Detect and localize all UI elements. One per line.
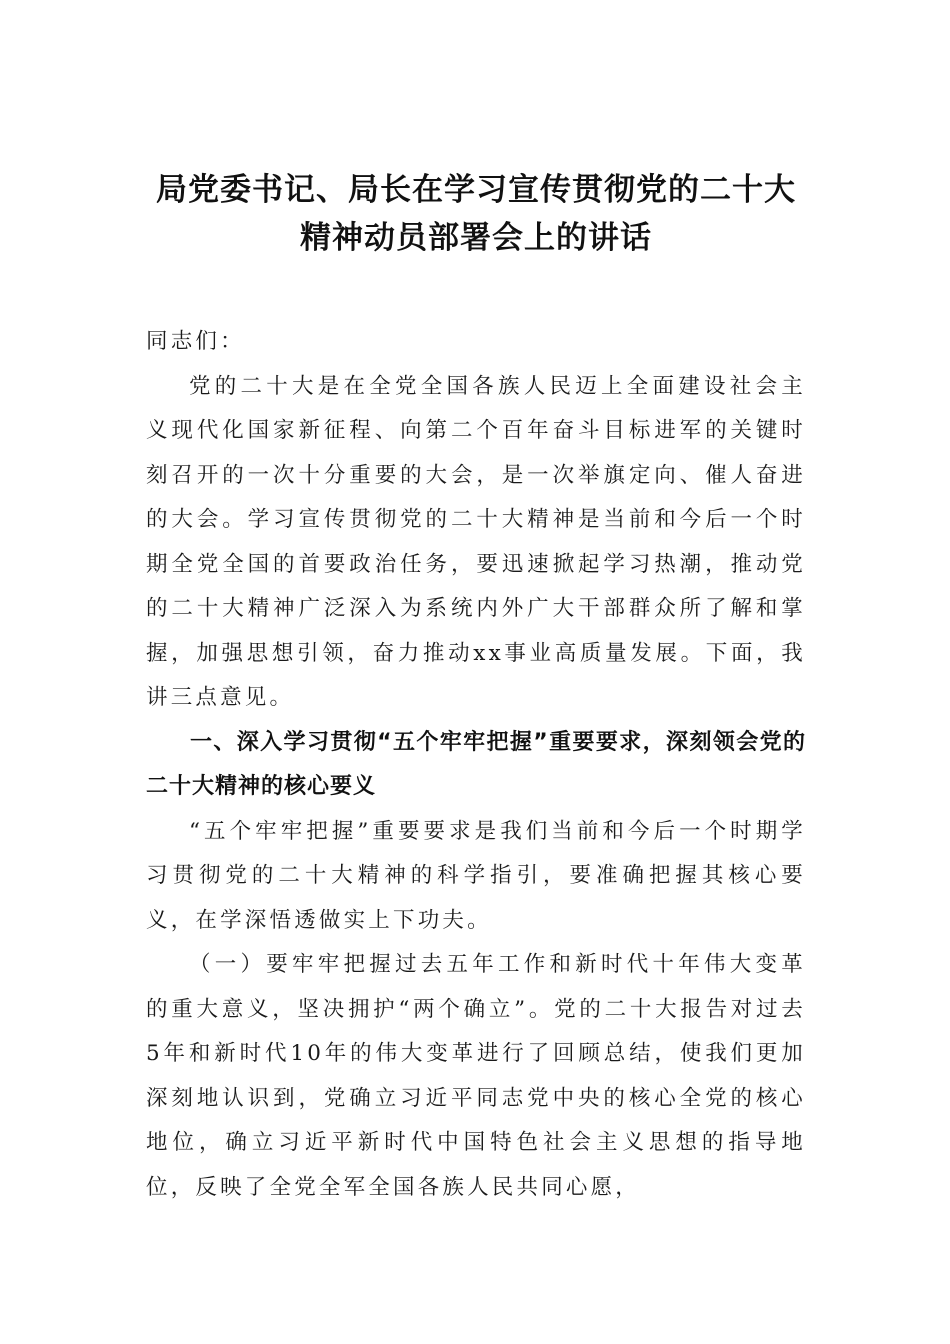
section-heading: 一、深入学习贯彻“五个牢牢把握”重要要求，深刻领会党的二十大精神的核心要义 — [146, 729, 806, 799]
salutation: 同志们： — [146, 329, 245, 354]
document-title: 局党委书记、局长在学习宣传贯彻党的二十大精神动员部署会上的讲话 — [156, 172, 796, 256]
body-paragraph: 党的二十大是在全党全国各族人民迈上全面建设社会主义现代化国家新征程、向第二个百年奋斗目标进军的关键时刻召开的一次十分重要的大会，是一次举旗定向、催人奋进的大会。学习宣传贯彻党的二十大精神是当前和今后一个时期全党全国的首要政治任务，要迅速掀起学习热潮，推动党的二十大精神广泛深入为系统内外广大干部群众所了解和掌握，加强思想引领，奋力推动xx事业高质量发展。下面，我讲三点意见。 — [146, 373, 806, 710]
document-body — [146, 320, 806, 1210]
body-paragraph: “五个牢牢把握”重要要求是我们当前和今后一个时期学习贯彻党的二十大精神的科学指引，要准确把握其核心要义，在学深悟透做实上下功夫。 — [146, 818, 806, 933]
body-paragraph: （一）要牢牢把握过去五年工作和新时代十年伟大变革的重大意义，坚决拥护“两个确立”。党的二十大报告对过去5年和新时代10年的伟大变革进行了回顾总结，使我们更加深刻地认识到，党确立习近平同志党中央的核心全党的核心地位，确立习近平新时代中国特色社会主义思想的指导地位，反映了全党全军全国各族人民共同心愿， — [146, 952, 806, 1200]
